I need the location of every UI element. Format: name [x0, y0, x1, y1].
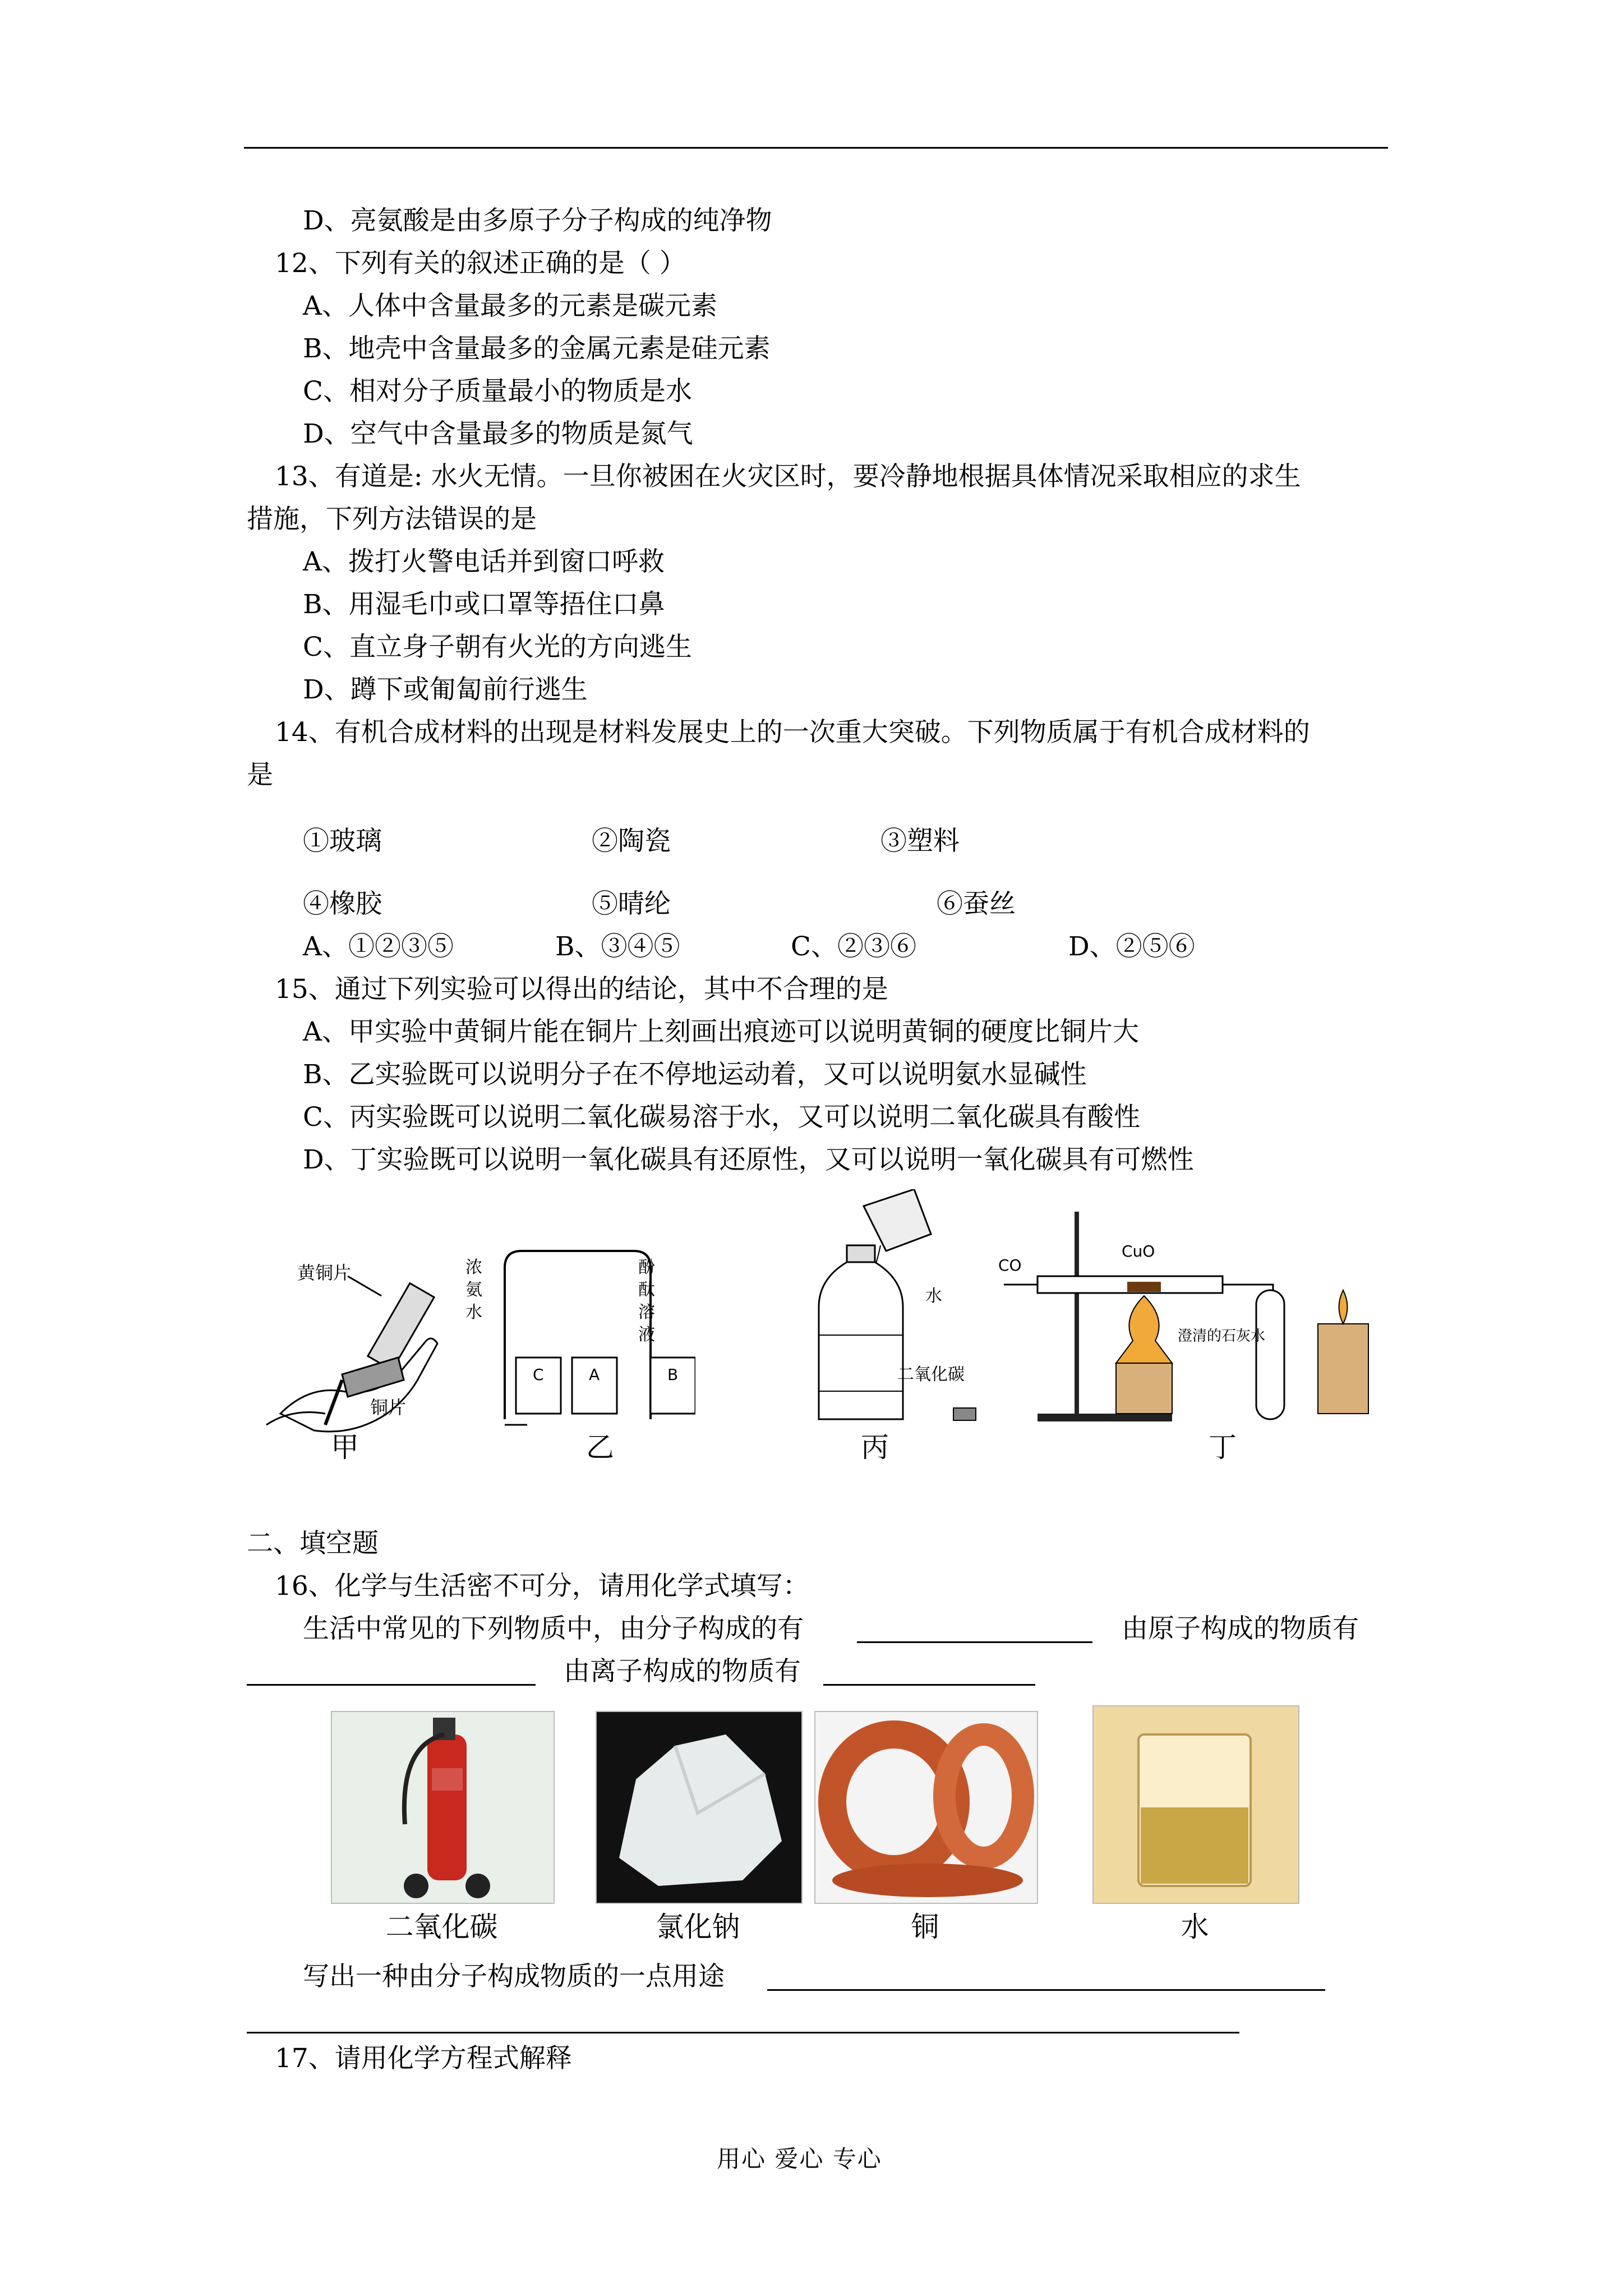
q14-option-a: A、①②③⑤: [303, 931, 454, 962]
yi-beaker-b: B: [667, 1365, 679, 1384]
photo-co2-extinguisher: [331, 1711, 555, 1904]
ding-label-limewater: 澄清的石灰水: [1178, 1328, 1266, 1345]
jia-label-brass: 黄铜片: [297, 1262, 352, 1283]
photo-caption-nacl: 氯化钠: [656, 1911, 740, 1943]
q16-usage-prompt: 写出一种由分子构成物质的一点用途: [303, 1961, 725, 1992]
q16-stem: 16、化学与生活密不可分，请用化学式填写：: [275, 1571, 809, 1602]
figure-caption-jia: 甲: [331, 1431, 359, 1464]
q15-option-a: A、甲实验中黄铜片能在铜片上刻画出痕迹可以说明黄铜的硬度比铜片大: [303, 1016, 1139, 1047]
q12-option-c: C、相对分子质量最小的物质是水: [303, 376, 692, 407]
q16-line2: 由离子构成的物质有: [564, 1656, 801, 1687]
jia-label-copper: 铜片: [370, 1397, 407, 1418]
photo-caption-co2: 二氧化碳: [385, 1911, 498, 1943]
q12-option-b: B、地壳中含量最多的金属元素是硅元素: [303, 333, 771, 364]
yi-beaker-a: A: [589, 1365, 600, 1384]
q14-item-6: ⑥蚕丝: [937, 889, 1016, 919]
q14-option-c: C、②③⑥: [791, 931, 916, 962]
photo-caption-water: 水: [1181, 1911, 1209, 1943]
q16-blank-usage[interactable]: [767, 1989, 1325, 1991]
photo-copper: [814, 1711, 1038, 1904]
ding-label-co: CO: [998, 1256, 1022, 1274]
q14-item-1: ①玻璃: [303, 826, 382, 857]
figure-yi: [471, 1240, 695, 1430]
q12-option-a: A、人体中含量最多的元素是碳元素: [303, 291, 717, 321]
figure-caption-ding: 丁: [1209, 1431, 1237, 1464]
bing-label-water: 水: [925, 1286, 942, 1306]
q14-item-5: ⑤晴纶: [592, 889, 671, 919]
q16-line1-a: 生活中常见的下列物质中，由分子构成的有: [303, 1613, 804, 1644]
q12-stem: 12、下列有关的叙述正确的是（ ）: [275, 248, 686, 279]
q12-option-d: D、空气中含量最多的物质是氮气: [303, 418, 693, 449]
q14-option-d: D、②⑤⑥: [1068, 931, 1195, 962]
q14-item-2: ②陶瓷: [592, 826, 671, 857]
q13-stem-line1: 13、有道是: 水火无情。一旦你被困在火灾区时，要冷静地根据具体情况采取相应的求生: [275, 461, 1301, 492]
q16-answer-line[interactable]: [247, 2032, 1239, 2033]
q17-stem: 17、请用化学方程式解释: [275, 2043, 572, 2074]
q15-option-c: C、丙实验既可以说明二氧化碳易溶于水，又可以说明二氧化碳具有酸性: [303, 1102, 1140, 1133]
photo-water: [1092, 1705, 1299, 1904]
q13-option-a: A、拨打火警电话并到窗口呼救: [303, 546, 665, 577]
yi-label-ammonia: 浓氨水: [465, 1258, 482, 1322]
bing-label-co2: 二氧化碳: [897, 1365, 965, 1384]
q16-blank-atomic[interactable]: [247, 1684, 536, 1686]
q16-blank-molecular[interactable]: [857, 1641, 1092, 1643]
q15-stem: 15、通过下列实验可以得出的结论，其中不合理的是: [275, 974, 888, 1005]
q15-option-b: B、乙实验既可以说明分子在不停地运动着，又可以说明氨水显碱性: [303, 1059, 1087, 1090]
q14-item-3: ③塑料: [880, 826, 960, 857]
q15-option-d: D、丁实验既可以说明一氧化碳具有还原性，又可以说明一氧化碳具有可燃性: [303, 1144, 1194, 1175]
photo-caption-copper: 铜: [911, 1911, 939, 1943]
yi-label-phenolphthalein: 酚酞溶液: [638, 1258, 655, 1345]
footer-text: 用心 爱心 专心: [717, 2145, 882, 2173]
figure-caption-bing: 丙: [861, 1431, 889, 1464]
q14-stem-line1: 14、有机合成材料的出现是材料发展史上的一次重大突破。下列物质属于有机合成材料的: [275, 717, 1310, 748]
q13-stem-line2: 措施，下列方法错误的是: [247, 504, 537, 535]
q13-option-b: B、用湿毛巾或口罩等捂住口鼻: [303, 589, 665, 620]
q14-item-4: ④橡胶: [303, 889, 382, 919]
photo-sodium-chloride: [596, 1711, 803, 1904]
q16-blank-ionic[interactable]: [823, 1684, 1035, 1686]
q11-option-d: D、亮氨酸是由多原子分子构成的纯净物: [303, 205, 772, 236]
header-rule: [244, 147, 1388, 149]
q16-line1-b: 由原子构成的物质有: [1122, 1613, 1359, 1644]
yi-beaker-c: C: [533, 1365, 544, 1384]
ding-label-cuo: CuO: [1122, 1242, 1155, 1260]
q14-option-b: B、③④⑤: [555, 931, 680, 962]
section2-title: 二、填空题: [247, 1528, 379, 1559]
q14-stem-line2: 是: [247, 760, 273, 790]
figure-ding: [993, 1206, 1385, 1430]
q13-option-d: D、蹲下或匍匐前行逃生: [303, 674, 588, 705]
q13-option-c: C、直立身子朝有火光的方向逃生: [303, 632, 692, 662]
figure-caption-yi: 乙: [586, 1431, 614, 1464]
figure-bing: [796, 1189, 987, 1436]
